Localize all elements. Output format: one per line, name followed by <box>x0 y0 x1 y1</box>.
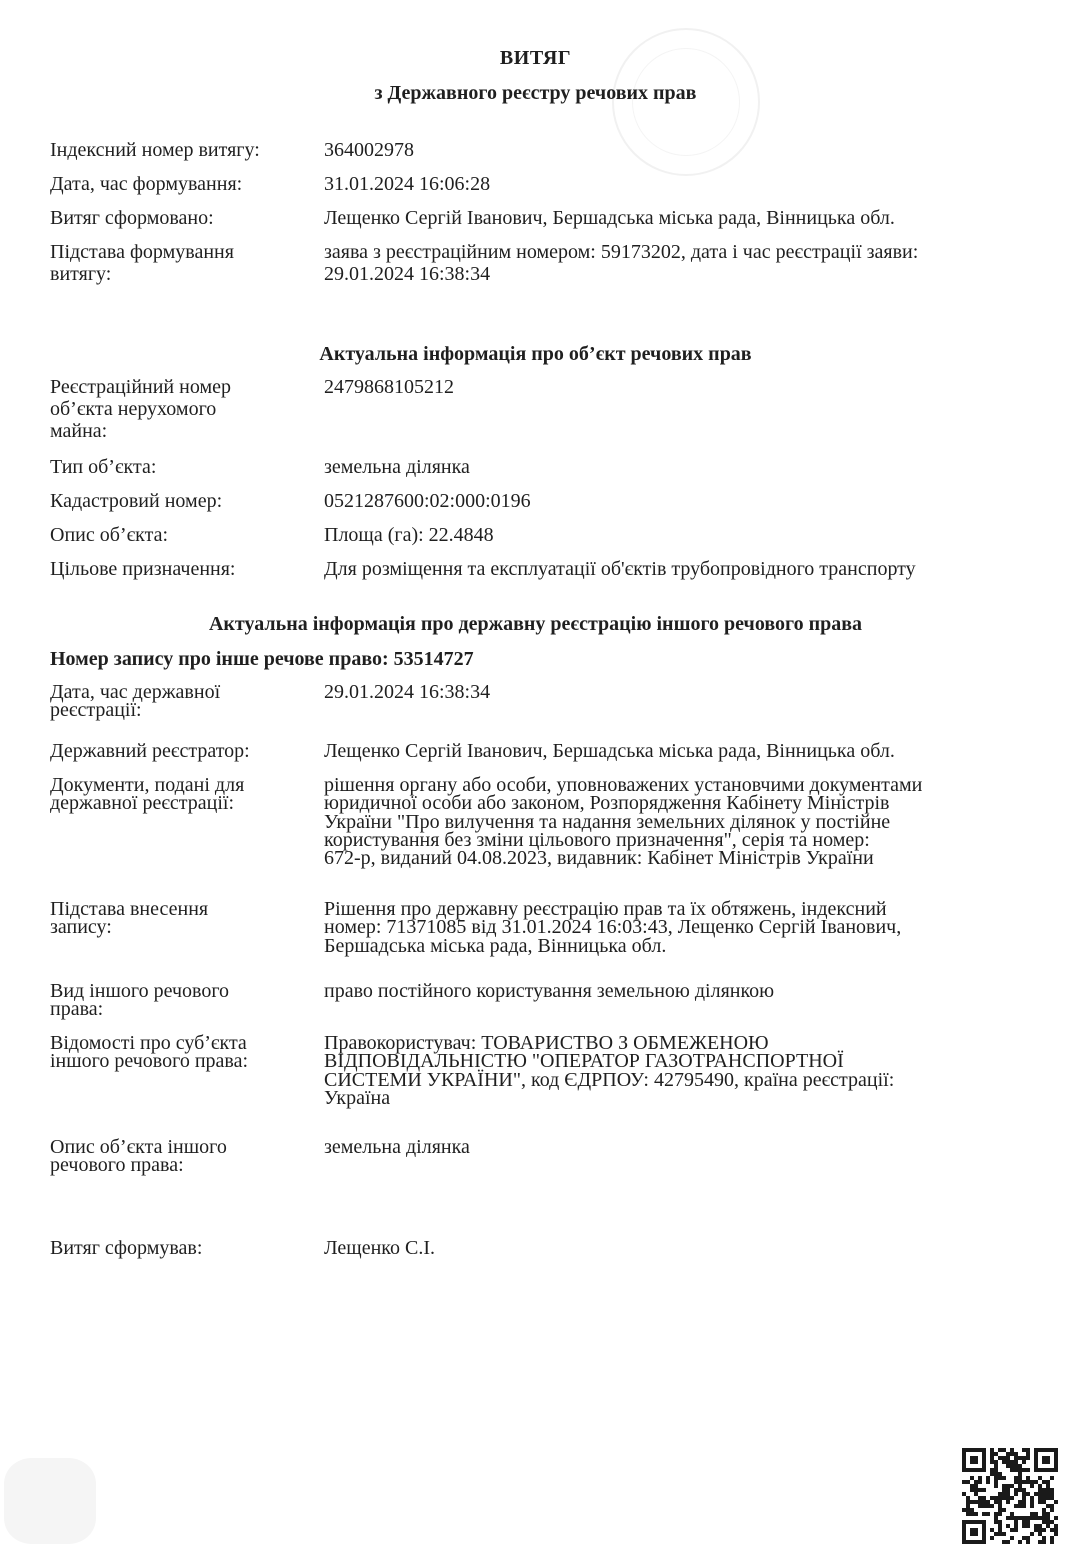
qr-module <box>970 1508 974 1512</box>
qr-module <box>1054 1532 1058 1536</box>
qr-module <box>1014 1504 1018 1508</box>
qr-module <box>1050 1488 1054 1492</box>
qr-module <box>1006 1492 1010 1496</box>
qr-module <box>990 1452 994 1456</box>
qr-module <box>1010 1484 1014 1488</box>
qr-module <box>1038 1492 1042 1496</box>
qr-module <box>1030 1500 1034 1504</box>
object-section-rows-label-line: Кадастровий номер: <box>50 490 223 512</box>
extract-info-value-line: 29.01.2024 16:38:34 <box>324 263 491 285</box>
qr-module <box>994 1468 998 1472</box>
right-section-rows-value-line: земельна ділянка <box>324 1136 470 1158</box>
qr-module <box>1030 1512 1034 1516</box>
extract-info-label-line: Витяг сформовано: <box>50 207 214 229</box>
qr-module <box>998 1532 1002 1536</box>
qr-module <box>1014 1452 1018 1456</box>
qr-module <box>998 1504 1002 1508</box>
qr-module <box>982 1512 986 1516</box>
right-section-rows-value-line: України "Про вилучення та надання земельних ділянок у постійне <box>324 810 891 833</box>
qr-module <box>1022 1448 1026 1452</box>
qr-module <box>970 1476 974 1480</box>
qr-module <box>1006 1460 1010 1464</box>
right-section-rows-label-line: іншого речового права: <box>50 1050 249 1073</box>
qr-module <box>982 1500 986 1504</box>
qr-module <box>1038 1500 1042 1504</box>
qr-module <box>994 1476 998 1480</box>
object-section-rows-value-line: 0521287600:02:000:0196 <box>324 490 531 512</box>
right-section-rows-value-line: 672-р, виданий 04.08.2023, видавник: Кабінет Міністрів України <box>324 847 874 870</box>
qr-module <box>1046 1504 1050 1508</box>
qr-module <box>1026 1520 1030 1524</box>
qr-module <box>1018 1472 1022 1476</box>
qr-module <box>978 1488 982 1492</box>
qr-module <box>1010 1496 1014 1500</box>
qr-module <box>1010 1452 1014 1456</box>
qr-module <box>998 1524 1002 1528</box>
qr-module <box>998 1448 1002 1452</box>
qr-module <box>998 1456 1002 1460</box>
qr-module <box>1006 1500 1010 1504</box>
qr-module <box>986 1480 990 1484</box>
qr-module <box>998 1500 1002 1504</box>
qr-module <box>1026 1448 1030 1452</box>
qr-module <box>1030 1532 1034 1536</box>
right-section-rows-value-line: номер: 71371085 від 31.01.2024 16:03:43, Лещенко Сергій Іванович, <box>324 916 902 939</box>
qr-module <box>974 1500 978 1504</box>
object-section-rows-label-line: Цільове призначення: <box>50 558 236 580</box>
qr-module <box>978 1480 982 1484</box>
qr-module <box>1022 1492 1026 1496</box>
object-section-rows-value-line: земельна ділянка <box>324 456 470 478</box>
qr-module <box>1034 1512 1038 1516</box>
qr-module <box>1006 1524 1010 1528</box>
qr-module <box>1014 1528 1018 1532</box>
qr-module <box>1022 1500 1026 1504</box>
qr-module <box>1010 1468 1014 1472</box>
qr-module <box>990 1456 994 1460</box>
qr-module <box>998 1492 1002 1496</box>
section-heading-other-right: Актуальна інформація про державну реєстрацію іншого речового права <box>208 613 863 635</box>
right-section-rows-value-line: Рішення про державну реєстрацію прав та їх обтяжень, індексний <box>324 898 887 920</box>
qr-module <box>962 1492 966 1496</box>
qr-module <box>1006 1540 1010 1544</box>
qr-module <box>1026 1536 1030 1540</box>
qr-module <box>1022 1524 1026 1528</box>
qr-module <box>974 1480 978 1484</box>
qr-module <box>1002 1492 1006 1496</box>
qr-module <box>962 1480 966 1484</box>
qr-module <box>1014 1480 1018 1484</box>
qr-module <box>1006 1496 1010 1500</box>
qr-module <box>1042 1488 1046 1492</box>
qr-module <box>1038 1484 1042 1488</box>
qr-module <box>998 1476 1002 1480</box>
qr-module <box>1018 1476 1022 1480</box>
qr-module <box>1050 1508 1054 1512</box>
qr-module <box>1006 1464 1010 1468</box>
qr-module <box>1050 1540 1054 1544</box>
qr-module <box>994 1452 998 1456</box>
object-section-rows-value-line: Для розміщення та експлуатації об'єктів трубопровідного транспорту <box>324 558 916 580</box>
qr-module <box>994 1516 998 1520</box>
extract-info-value-line: Лещенко Сергій Іванович, Бершадська міська рада, Вінницька обл. <box>324 207 895 229</box>
qr-module <box>1002 1532 1006 1536</box>
qr-module <box>978 1500 982 1504</box>
right-section-rows-value-line: рішення органу або особи, уповноважених установчими документами <box>324 774 923 796</box>
extract-info-value-line: 31.01.2024 16:06:28 <box>324 173 491 195</box>
qr-module <box>1034 1492 1038 1496</box>
qr-module <box>994 1472 998 1476</box>
qr-module <box>990 1468 994 1472</box>
qr-module <box>982 1504 986 1508</box>
qr-module <box>1022 1496 1026 1500</box>
qr-module <box>994 1464 998 1468</box>
qr-module <box>1038 1528 1042 1532</box>
qr-module <box>998 1512 1002 1516</box>
qr-module <box>974 1512 978 1516</box>
qr-module <box>1026 1492 1030 1496</box>
qr-module <box>966 1512 970 1516</box>
qr-module <box>970 1500 974 1504</box>
qr-module <box>1010 1448 1014 1452</box>
qr-module <box>1006 1488 1010 1492</box>
qr-module <box>1010 1464 1014 1468</box>
qr-module <box>1002 1448 1006 1452</box>
qr-module <box>986 1476 990 1480</box>
object-section-rows-label-line: Реєстраційний номер <box>50 376 231 398</box>
scan-smudge <box>4 1458 96 1544</box>
qr-code <box>962 1448 1058 1544</box>
qr-module <box>1018 1480 1022 1484</box>
right-section-rows-label-line: Підстава внесення <box>50 898 209 920</box>
qr-module <box>1042 1536 1046 1540</box>
qr-module <box>1042 1520 1046 1524</box>
qr-module <box>994 1484 998 1488</box>
qr-module <box>1046 1524 1050 1528</box>
qr-module <box>1050 1504 1054 1508</box>
qr-module <box>998 1528 1002 1532</box>
qr-module <box>982 1488 986 1492</box>
qr-module <box>990 1536 994 1540</box>
qr-module <box>986 1504 990 1508</box>
right-section-rows-value-line: Лещенко Сергій Іванович, Бершадська міська рада, Вінницька обл. <box>324 740 895 762</box>
right-section-rows-value-line: право постійного користування земельною ділянкою <box>324 980 775 1002</box>
object-section-rows-label-line: Опис об’єкта: <box>50 524 169 546</box>
right-section-rows-label-line: речового права: <box>50 1154 184 1177</box>
right-section-rows-label-line: реєстрації: <box>50 699 142 722</box>
right-section-rows-label-line: Вид іншого речового <box>50 980 230 1002</box>
qr-module <box>1002 1496 1006 1500</box>
qr-module <box>1046 1484 1050 1488</box>
extract-info-label-line: витягу: <box>50 263 112 285</box>
object-section-rows-value-line: 2479868105212 <box>324 376 454 398</box>
qr-module <box>1014 1492 1018 1496</box>
qr-module <box>1014 1476 1018 1480</box>
qr-module <box>1002 1476 1006 1480</box>
qr-module <box>994 1500 998 1504</box>
qr-module <box>1010 1536 1014 1540</box>
qr-module <box>982 1496 986 1500</box>
qr-module <box>1018 1504 1022 1508</box>
qr-module <box>1014 1464 1018 1468</box>
extract-info-label-line: Дата, час формування: <box>50 173 243 195</box>
qr-module <box>1046 1520 1050 1524</box>
right-section-rows-label-line: права: <box>50 998 104 1021</box>
object-section-rows-label-line: об’єкта нерухомого <box>50 398 217 420</box>
qr-module <box>1010 1512 1014 1516</box>
qr-module <box>998 1496 1002 1500</box>
qr-module <box>1006 1484 1010 1488</box>
qr-module <box>1022 1504 1026 1508</box>
qr-module <box>1034 1480 1038 1484</box>
qr-module <box>1038 1540 1042 1544</box>
right-section-rows-value-line: Україна <box>324 1086 391 1109</box>
qr-module <box>1046 1512 1050 1516</box>
qr-module <box>1018 1456 1022 1460</box>
section-heading-object: Актуальна інформація про об’єкт речових прав <box>319 343 752 365</box>
qr-module <box>994 1520 998 1524</box>
qr-module <box>1046 1516 1050 1520</box>
qr-module <box>1054 1524 1058 1528</box>
qr-module <box>1054 1516 1058 1520</box>
qr-module <box>1026 1524 1030 1528</box>
qr-module <box>1010 1460 1014 1464</box>
qr-module <box>974 1492 978 1496</box>
qr-module <box>1014 1524 1018 1528</box>
object-section-rows-label-line: майна: <box>50 420 108 442</box>
qr-module <box>1050 1496 1054 1500</box>
qr-module <box>1014 1460 1018 1464</box>
qr-module <box>1022 1468 1026 1472</box>
qr-module <box>966 1500 970 1504</box>
qr-module <box>974 1484 978 1488</box>
qr-module <box>970 1512 974 1516</box>
right-section-rows-value-line: користування без зміни цільового призначення", серія та номер: <box>324 828 870 851</box>
qr-module <box>1018 1488 1022 1492</box>
qr-module <box>966 1480 970 1484</box>
qr-module <box>998 1508 1002 1512</box>
right-section-rows-value-line: Бершадська міська рада, Вінницька обл. <box>324 934 667 957</box>
right-section-rows-value-line: Правокористувач: ТОВАРИСТВО З ОБМЕЖЕНОЮ <box>324 1032 769 1054</box>
qr-module <box>962 1508 966 1512</box>
qr-module <box>1018 1540 1022 1544</box>
object-section-rows-value-line: Площа (га): 22.4848 <box>324 524 494 546</box>
qr-module <box>1046 1492 1050 1496</box>
qr-module <box>978 1476 982 1480</box>
right-section-rows-label-line: запису: <box>50 916 112 939</box>
entry-number-title: Номер запису про інше речове право: 53514727 <box>50 648 474 670</box>
qr-module <box>1030 1484 1034 1488</box>
extract-info-label-line: Індексний номер витягу: <box>50 139 260 161</box>
qr-module <box>1042 1500 1046 1504</box>
extract-info-value-line: заява з реєстраційним номером: 59173202, дата і час реєстрації заяви: <box>324 241 919 263</box>
qr-module <box>1026 1468 1030 1472</box>
qr-module <box>978 1496 982 1500</box>
qr-module <box>1054 1528 1058 1532</box>
qr-module <box>1050 1528 1054 1532</box>
qr-module <box>1042 1512 1046 1516</box>
qr-module <box>990 1496 994 1500</box>
right-section-rows-value-line: ВІДПОВІДАЛЬНІСТЮ "ОПЕРАТОР ГАЗОТРАНСПОРТНОЇ <box>324 1050 844 1073</box>
right-section-rows-label-line: Державний реєстратор: <box>50 740 250 762</box>
qr-module <box>966 1508 970 1512</box>
qr-module <box>1046 1488 1050 1492</box>
qr-module <box>1026 1452 1030 1456</box>
qr-module <box>994 1532 998 1536</box>
qr-module <box>1050 1492 1054 1496</box>
qr-module <box>1030 1496 1034 1500</box>
qr-module <box>1026 1480 1030 1484</box>
qr-module <box>990 1448 994 1452</box>
right-section-rows-value-line: СИСТЕМИ УКРАЇНИ", код ЄДРПОУ: 42795490, країна реєстрації: <box>324 1068 895 1091</box>
qr-module <box>1030 1504 1034 1508</box>
qr-module <box>1002 1460 1006 1464</box>
qr-module <box>1006 1516 1010 1520</box>
qr-module <box>974 1488 978 1492</box>
qr-module <box>998 1520 1002 1524</box>
qr-module <box>1046 1480 1050 1484</box>
qr-module <box>1018 1484 1022 1488</box>
right-section-rows-label-line: Документи, подані для <box>50 774 245 796</box>
qr-module <box>1042 1480 1046 1484</box>
qr-module <box>1042 1528 1046 1532</box>
qr-module <box>1022 1460 1026 1464</box>
qr-module <box>966 1504 970 1508</box>
footer-label: Витяг сформував: <box>50 1237 203 1259</box>
qr-module <box>970 1484 974 1488</box>
qr-module <box>1034 1528 1038 1532</box>
footer-value: Лещенко С.І. <box>324 1237 435 1259</box>
qr-module <box>998 1472 1002 1476</box>
qr-module <box>1042 1516 1046 1520</box>
qr-module <box>1018 1516 1022 1520</box>
qr-module <box>1030 1516 1034 1520</box>
qr-module <box>1038 1516 1042 1520</box>
qr-module <box>978 1504 982 1508</box>
qr-module <box>1022 1520 1026 1524</box>
qr-module <box>1022 1516 1026 1520</box>
qr-module <box>1026 1456 1030 1460</box>
qr-module <box>1022 1536 1026 1540</box>
qr-module <box>1022 1488 1026 1492</box>
right-section-rows-label-line: Опис об’єкта іншого <box>50 1136 227 1158</box>
qr-module <box>966 1496 970 1500</box>
qr-module <box>1030 1480 1034 1484</box>
qr-module <box>994 1460 998 1464</box>
qr-module <box>1002 1484 1006 1488</box>
qr-module <box>994 1512 998 1516</box>
qr-module <box>1014 1456 1018 1460</box>
qr-module <box>1054 1500 1058 1504</box>
qr-module <box>1018 1500 1022 1504</box>
qr-module <box>1038 1496 1042 1500</box>
extract-info-value-line: 364002978 <box>324 139 414 161</box>
right-section-rows-label-line: Відомості про суб’єкта <box>50 1032 247 1054</box>
qr-module <box>986 1512 990 1516</box>
qr-module <box>1002 1488 1006 1492</box>
right-section-rows-label-line: державної реєстрації: <box>50 792 235 815</box>
qr-module <box>1014 1520 1018 1524</box>
qr-module <box>1042 1492 1046 1496</box>
qr-module <box>1026 1516 1030 1520</box>
extract-info-label-line: Підстава формування <box>50 241 234 263</box>
qr-module <box>1010 1516 1014 1520</box>
qr-module <box>1026 1540 1030 1544</box>
right-section-rows-value-line: 29.01.2024 16:38:34 <box>324 681 491 703</box>
qr-module <box>970 1488 974 1492</box>
qr-module <box>990 1460 994 1464</box>
qr-module <box>1050 1476 1054 1480</box>
qr-module <box>994 1496 998 1500</box>
right-section-rows-value-line: юридичної особи або законом, Розпорядження Кабінету Міністрів <box>324 792 890 815</box>
object-section-rows-label-line: Тип об’єкта: <box>50 456 157 478</box>
qr-module <box>990 1528 994 1532</box>
qr-module <box>1014 1468 1018 1472</box>
qr-module <box>1002 1540 1006 1544</box>
qr-module <box>1038 1524 1042 1528</box>
qr-module <box>990 1472 994 1476</box>
qr-module <box>1034 1524 1038 1528</box>
qr-module <box>1010 1528 1014 1532</box>
qr-module <box>1038 1488 1042 1492</box>
qr-module <box>1002 1456 1006 1460</box>
qr-module <box>1018 1468 1022 1472</box>
qr-module <box>1026 1476 1030 1480</box>
qr-module <box>990 1504 994 1508</box>
qr-module <box>1022 1456 1026 1460</box>
document-title: ВИТЯГ <box>499 47 572 69</box>
document-subtitle: з Державного реєстру речових прав <box>374 82 697 104</box>
qr-module <box>1034 1516 1038 1520</box>
qr-module <box>986 1500 990 1504</box>
qr-module <box>1006 1456 1010 1460</box>
qr-module <box>1046 1496 1050 1500</box>
qr-module <box>1014 1516 1018 1520</box>
qr-module <box>1042 1496 1046 1500</box>
qr-module <box>994 1480 998 1484</box>
qr-module <box>1002 1508 1006 1512</box>
qr-module <box>1022 1480 1026 1484</box>
right-section-rows-label-line: Дата, час державної <box>50 681 221 703</box>
qr-module <box>1038 1532 1042 1536</box>
qr-module <box>1042 1540 1046 1544</box>
qr-module <box>1006 1452 1010 1456</box>
qr-module <box>1050 1520 1054 1524</box>
qr-module <box>1038 1476 1042 1480</box>
qr-module <box>1014 1488 1018 1492</box>
qr-module <box>1042 1508 1046 1512</box>
qr-module <box>1018 1464 1022 1468</box>
qr-module <box>1050 1536 1054 1540</box>
